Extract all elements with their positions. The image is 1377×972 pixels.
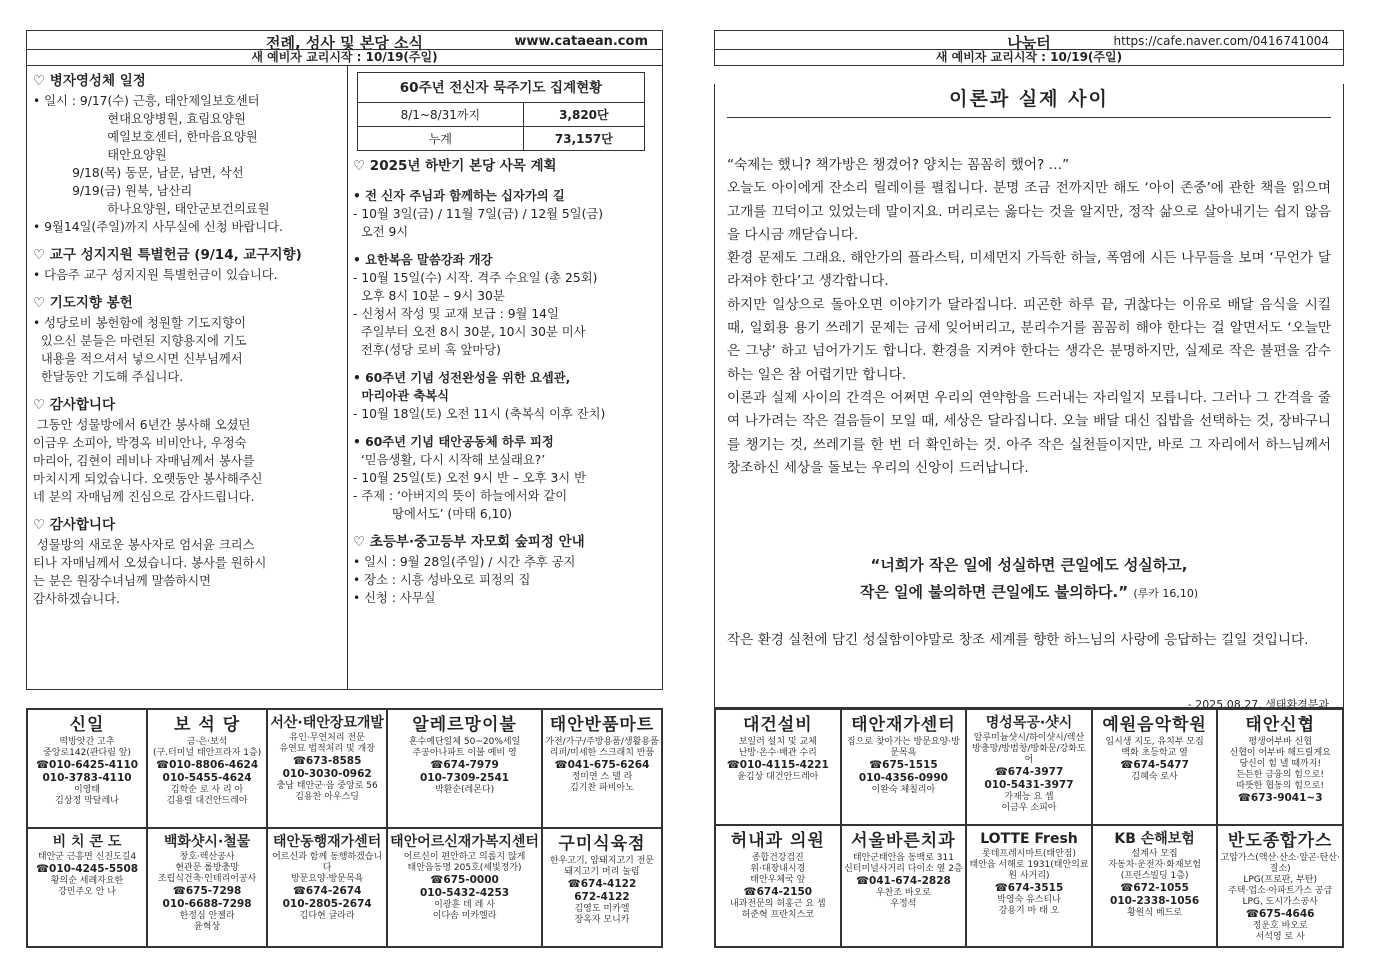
text-line: 예일보호센터, 한마음요양원 [33, 130, 258, 144]
plan-item-head: • 전 신자 주님과 함께하는 십자가의 길 [353, 189, 565, 203]
ad-line: 강용기 마 태 오 [998, 906, 1060, 916]
ad-line: 010-4356-0990 [858, 772, 948, 784]
ad-line: ☎674-2674 [292, 885, 362, 897]
column-divider [347, 66, 348, 689]
ad-subtitle: 종합건강검진 [751, 853, 804, 863]
ad-line: 010-6688-7298 [162, 898, 252, 910]
right-body [714, 84, 1344, 711]
left-title: 전례, 성사 및 본당 소식 [266, 34, 423, 52]
thanks-section-1 [33, 396, 343, 506]
ad-line: 우찬조 바오로 [875, 888, 931, 898]
ad-line: 김용찬 아우스딩 [295, 792, 359, 802]
ad-name: 명성목공·샷시 [985, 715, 1073, 731]
text-line: - 10월 3일(금) / 11월 7일(금) / 12월 5일(금) [353, 207, 604, 221]
ad-line: 태안읍동명 205호(세빛정가) [407, 863, 522, 873]
ad-name: 신일 [69, 715, 105, 735]
ad-line: 태안군 근흥면 신진도길4 [37, 852, 137, 862]
ad-line: 한정심 안젤라 [179, 911, 235, 921]
ad-line: ☎675-1515 [869, 759, 938, 771]
text-line: - 10월 15일(수) 시작. 격주 수요일 (총 25회) [353, 271, 598, 285]
ad-box [387, 709, 542, 828]
ad-line: 든든한 금융의 힘으로! [1236, 770, 1324, 780]
essay-paragraph: 오늘도 아이에게 잔소리 릴레이를 펼칩니다. 분명 조금 전까지만 해도 ‘아이 존중’에 관한 책을 읽으며 고개를 끄덕이고 있었는데 말이지요. 머리로는 옳다는 것을 알지만, 정작 삶으로 살아내기는 쉽지 않음을 다시금 깨닫습니다. [727, 180, 1331, 243]
left-body [26, 66, 663, 690]
ad-subtitle: 롯데프레시마트(태안점) [982, 849, 1076, 859]
ad-box [1217, 709, 1343, 825]
ad-box [1217, 825, 1343, 947]
right-page [714, 30, 1344, 711]
ad-box [387, 828, 542, 947]
text-line: - 10월 18일(토) 오전 11시 (축복식 이후 잔치) [353, 407, 606, 421]
ad-line: 김다현 글라라 [299, 911, 355, 921]
ad-box [1092, 825, 1218, 947]
ad-line: 돼지고기 머리 눌림 [564, 867, 640, 877]
plan-item-head: • 60주년 기념 태안공동체 하루 피정 [353, 435, 554, 449]
ad-line: 김혜숙 로사 [1131, 772, 1178, 782]
right-title: 나눔터 [1007, 34, 1051, 52]
text-line: 이금우 소피아, 박경옥 비비안나, 우정숙 [33, 436, 247, 450]
ad-line: 010-5432-4253 [420, 887, 510, 899]
ad-line: ☎675-4646 [1245, 908, 1315, 920]
essay-paragraph: 환경 문제도 그래요. 해안가의 플라스틱, 미세먼지 가득한 하늘, 폭염에 시든 나무들을 보며 ‘무언가 달라져야 한다’고 생각합니다. [727, 250, 1331, 290]
ad-subtitle: 입시생 지도, 유치부 모집 [1105, 737, 1204, 747]
right-url[interactable]: https://cafe.naver.com/0416741004 [1113, 34, 1329, 48]
ad-line: 장옥자 모니카 [574, 915, 630, 925]
prayer-intention-section [33, 294, 343, 386]
ad-line: ☎674-2150 [743, 886, 813, 898]
ad-line: 010-3783-4110 [42, 772, 132, 784]
ad-subtitle: 금·은·보석 [186, 737, 228, 747]
ad-box [267, 709, 387, 828]
ad-line: 강민주오 안 나 [58, 887, 116, 897]
ad-box [841, 709, 967, 825]
text-line: 감사하겠습니다. [33, 592, 121, 606]
ad-line: ☎673-8585 [292, 755, 362, 767]
ad-box [1092, 709, 1218, 825]
ad-name: LOTTE Fresh [980, 831, 1078, 847]
ad-line: ☎041-674-2828 [855, 875, 951, 887]
text-line: 9/18(목) 동문, 남문, 남면, 삭선 [33, 166, 244, 180]
left-header [26, 30, 663, 50]
ad-line: 중앙로142(판다림 앞) [43, 748, 131, 758]
sick-communion-section [33, 72, 343, 236]
pastoral-plan-section [353, 157, 653, 523]
text-line: • 신청 : 사무실 [353, 591, 436, 605]
text-line: 마리아, 김현이 레비나 자매님께서 봉사를 [33, 454, 255, 468]
section-title: ♡ 초등부·중고등부 자모회 숲피정 안내 [353, 534, 585, 550]
ad-line: ☎010-6425-4110 [35, 759, 139, 771]
ad-name: 서산·태안장묘개발 [270, 715, 384, 731]
essay-title: 이론과 실제 사이 [727, 84, 1331, 118]
text-line: 그동안 성물방에서 6년간 봉사해 오셨던 [33, 418, 251, 432]
ad-line: 이광훈 데 레 사 [434, 900, 495, 910]
retreat-section [353, 533, 653, 607]
text-line: • 일시 : 9/17(수) 근흥, 태안제일보호센터 [33, 94, 260, 108]
ad-line: 가재능 요 셉 [1004, 792, 1054, 802]
ad-line: 010-2338-1056 [1110, 895, 1200, 907]
holyland-offering-section [33, 246, 343, 284]
ad-line: 따뜻한 협동의 힘으로! [1236, 781, 1324, 791]
ad-name: 백화샷시·철물 [163, 834, 251, 850]
text-line: 네 분의 자매님께 진심으로 감사드립니다. [33, 490, 255, 504]
ad-line: 리퍼/미세한 스크래치 반품 [549, 748, 655, 758]
text-line: • 성당로비 봉헌함에 청원할 기도지향이 [33, 316, 246, 330]
ad-line: ☎674-7979 [430, 759, 499, 771]
section-title: ♡ 감사합니다 [33, 517, 116, 533]
ad-line: 방충망/방범창/방화문/강화도어 [972, 744, 1086, 765]
ad-line: 유연묘 법적처리 및 개장 [279, 744, 375, 754]
thanks-section-2 [33, 516, 343, 608]
section-title: ♡ 교구 성지지원 특별헌금 (9/14, 교구지향) [33, 247, 302, 263]
tally-label: 누계 [358, 127, 524, 151]
ad-line: 태안읍 서해로 1931(태안의료원 사거리) [969, 860, 1089, 881]
ad-subtitle: 어르신과 함께 동행하겠습니다 [272, 852, 383, 873]
ad-line: 이완숙 체칠리아 [871, 785, 936, 795]
ad-box [542, 828, 662, 947]
text-line: • 9월14일(주일)까지 사무실에 신청 바랍니다. [33, 220, 283, 234]
ad-line: 허준혁 프란치스코 [741, 910, 814, 920]
ad-line: (구.터미널 태안프라자 1층) [152, 748, 262, 758]
ad-name: 서울바른치과 [851, 831, 956, 851]
ad-line: ☎674-3515 [994, 882, 1064, 894]
ad-line: 010-3030-0962 [282, 768, 372, 780]
ad-line: 주택·업소·아파트가스 공급 [1228, 886, 1333, 896]
text-line: 전후(성당 로비 혹 앞마당) [353, 343, 501, 357]
ad-box [267, 828, 387, 947]
ad-box [542, 709, 662, 828]
text-line: 있으신 분들은 마련된 지향용지에 기도 [33, 334, 247, 348]
ad-line: 박영숙 유스티나 [997, 895, 1061, 905]
tally-label: 8/1~8/31까지 [358, 103, 524, 127]
ad-subtitle: 고압가스(액산·산소·알곤·탄산·질소) [1220, 853, 1340, 874]
text-line: 티나 자매님께서 오셨습니다. 봉사를 원하시 [33, 556, 267, 570]
section-title: ♡ 2025년 하반기 본당 사목 계획 [353, 158, 557, 174]
ad-name: 알레르망이불 [412, 715, 517, 735]
ad-name: 예원음악학원 [1102, 715, 1207, 735]
ad-line: 박환순(레몬다) [434, 785, 495, 795]
ad-name: 허내과 의원 [730, 831, 825, 851]
ad-name: 반도종합가스 [1227, 831, 1333, 851]
ad-line: 황원식 베드로 [1127, 908, 1183, 918]
text-line: - 주제 : ‘아버지의 뜻이 하늘에서와 같이 [353, 489, 568, 503]
text-line: 주일부터 오전 8시 30분, 10시 30분 미사 [353, 325, 586, 339]
ad-line: 672-4122 [574, 891, 630, 903]
ad-subtitle: 보일러 설치 및 교체 [738, 737, 817, 747]
essay-closing: 작은 환경 실천에 담긴 성실함이야말로 창조 세계를 향한 하느님의 사랑에 응답하는 길일 것입니다. [727, 632, 1309, 648]
text-line: • 일시 : 9월 28일(주일) / 시간 추후 공지 [353, 555, 576, 569]
ad-line: 정운호 바오로 [1252, 921, 1308, 931]
ad-line: 정미연 스 텔 라 [571, 772, 633, 782]
ad-line: ☎675-7298 [172, 885, 242, 897]
ad-name: 비 치 콘 도 [52, 834, 122, 850]
text-line: 는 분은 원장수녀님께 말씀하시면 [33, 574, 212, 588]
ad-subtitle: 유인·무연처리 전문 [289, 733, 365, 743]
ad-line: LPG, 도시가스공사 [1242, 897, 1318, 907]
ad-box [27, 828, 147, 947]
ad-line: 서석영 로 사 [1255, 932, 1305, 942]
section-title: ♡ 기도지향 봉헌 [33, 295, 133, 311]
tally-value: 73,157단 [523, 127, 644, 151]
essay-paragraph: 하지만 일상으로 돌아오면 이야기가 달라집니다. 피곤한 하루 끝, 귀찮다는 이유로 배달 음식을 시킬 때, 일회용 용기 쓰레기 문제는 금세 잊어버리고, 분리수거를 꼼꼼히 해야 한다는 걸 알면서도 ‘오늘만은 그냥’ 하고 넘어가기도 합니다. 환경을 지켜야 한다는 생각은 분명하지만, 실제로 작은 불편을 감수하는 일은 참 어렵기만 합니다. [727, 296, 1331, 383]
ad-line: 백화 초등학교 옆 [1121, 748, 1188, 758]
text-line: 내용을 적으셔서 넣으시면 신부님께서 [33, 352, 243, 366]
ad-line: ☎673-9041~3 [1237, 792, 1323, 804]
ad-name: 태안어르신재가복지센터 [390, 834, 539, 850]
text-line: - 10월 25일(토) 오전 9시 반 – 오후 3시 반 [353, 471, 586, 485]
ad-line: ☎674-4122 [567, 878, 637, 890]
ad-line: 이영태 [73, 785, 101, 795]
ad-name: 대건설비 [742, 715, 813, 735]
ad-line: 김기찬 파비아노 [570, 783, 634, 793]
ad-line: 방문요양·방문목욕 [290, 874, 364, 884]
ad-name: 태안동행재가센터 [273, 834, 382, 850]
ad-line: 주공아나파트 이불 예비 영 [412, 748, 517, 758]
ad-line: 내과전문의 허홍근 요 셉 [730, 899, 826, 909]
ad-box [715, 825, 841, 947]
ad-line: 신터미널사거리 다이소 옆 2층 [844, 864, 963, 874]
left-subtitle: 새 예비자 교리시작 : 10/19(주일) [26, 50, 663, 66]
ad-line: 010-5431-3977 [984, 779, 1074, 791]
ad-line: 신협이 어부바 해드릴게요 [1229, 748, 1331, 758]
ad-line: 윤혁상 [194, 922, 221, 932]
text-line: - 신청서 작성 및 교재 보급 : 9월 14일 [353, 307, 559, 321]
text-line: • 다음주 교구 성지지원 특별헌금이 있습니다. [33, 268, 278, 282]
text-line: 9/19(금) 원북, 남산리 [33, 184, 193, 198]
text-line: 땅에서도’ (마태 6,10) [353, 507, 513, 521]
ad-subtitle: 한우고기, 암돼지고기 전문 [549, 856, 655, 866]
text-line: 성물방의 새로운 봉사자로 엄서윤 크리스 [33, 538, 255, 552]
ad-box [841, 825, 967, 947]
ad-line: 현관문 롤방충망 [175, 863, 239, 873]
ad-line: 난방·온수·배관 수리 [738, 748, 817, 758]
essay-body [727, 154, 1331, 480]
right-header [714, 30, 1344, 50]
section-title: ♡ 감사합니다 [33, 397, 116, 413]
text-line: 마치시게 되었습니다. 오랫동안 봉사해주신 [33, 472, 263, 486]
ads-grid-right [714, 708, 1344, 948]
text-line: 오전 9시 [353, 225, 409, 239]
text-line: ‘믿음생활, 다시 시작해 보실래요?’ [353, 453, 546, 467]
ad-line: 충남 태안군·읍 중앙로 56 [276, 781, 378, 791]
ad-subtitle: 혼수예단일체 50~20%세일 [408, 737, 521, 747]
ad-name: 태안반품마트 [549, 715, 655, 735]
ad-line: ☎674-5477 [1120, 759, 1189, 771]
essay-paragraph: “숙제는 했니? 책가방은 챙겼어? 양치는 꼼꼼히 했어? …” [727, 157, 1070, 173]
ads-left [26, 708, 663, 948]
ad-box [966, 709, 1092, 825]
ad-line: 태안우체국 앞 [750, 875, 806, 885]
ad-line: 김학순 로 사 리 아 [170, 785, 244, 795]
ad-line: ☎672-1055 [1120, 882, 1189, 894]
essay-paragraph: 이론과 실제 사이의 간격은 어쩌면 우리의 연약함을 드러내는 자리일지 모릅니다. 그러나 그 간격을 줄여 나가려는 작은 걸음들이 모일 때, 세상은 달라집니다. 오늘 배달 대신 집밥을 선택하는 것, 장바구니를 챙기는 것, 쓰레기를 한 번 더 확인하는 것. 아주 작은 실천들이지만, 바로 그 자리에서 하느님께서 창조하신 세상을 돌보는 우리의 신앙이 드러납니다. [727, 389, 1331, 476]
ad-line: 당신이 힘 낼 때까지! [1239, 759, 1322, 769]
ad-line: 010-5455-4624 [162, 772, 252, 784]
ad-subtitle: 집으로 찾아가는 방문요양·방문목욕 [846, 737, 960, 758]
ad-box [27, 709, 147, 828]
ad-name: 구미식육점 [558, 834, 646, 854]
ad-line: LPG(프로판, 부탄) [1243, 875, 1317, 885]
ad-subtitle: 가전/가구/주방용품/생활용품 [545, 737, 659, 747]
ad-line: ☎675-0000 [430, 874, 499, 886]
tally-value: 3,820단 [523, 103, 644, 127]
ad-line: (프린스빌딩 1층) [1120, 871, 1189, 881]
text-line: 오후 8시 10분 – 9시 30분 [353, 289, 505, 303]
left-column-a [33, 72, 343, 618]
ad-line: 윤김상 대건안드레아 [737, 772, 819, 782]
text-line: 한달동안 기도해 주십니다. [33, 370, 184, 384]
ad-line: ☎674-3977 [994, 766, 1064, 778]
ad-name: 태안재가센터 [851, 715, 956, 735]
ad-line: 이다솜 미카엘라 [432, 911, 497, 921]
ad-line: 김용렬 대건안드레아 [166, 796, 248, 806]
ad-box [966, 825, 1092, 947]
ads-grid-left [26, 708, 663, 948]
ad-line: ☎010-8806-4624 [155, 759, 259, 771]
left-column-b [353, 72, 653, 617]
ad-line: 자동차·운전자·화재보험 [1108, 860, 1201, 870]
text-line: • 장소 : 시흥 성바오로 피정의 집 [353, 573, 531, 587]
ad-subtitle: 창호·렉산공사 [179, 852, 235, 862]
right-subtitle: 새 예비자 교리시작 : 10/19(주일) [714, 50, 1344, 66]
section-title: ♡ 병자영성체 일정 [33, 73, 146, 89]
ad-line: 010-7309-2541 [420, 772, 510, 784]
ad-line: 조립식건축·인테리어공사 [157, 874, 257, 884]
left-url[interactable]: www.cataean.com [514, 34, 648, 49]
text-line: 하나요양원, 태안군보건의료원 [33, 202, 270, 216]
ad-line: 이금우 소피아 [1001, 803, 1057, 813]
ad-name: 태안신협 [1245, 715, 1316, 735]
ad-name: 보 석 당 [174, 715, 241, 735]
quote-line: 작은 일에 불의하면 큰일에도 불의하다.” [859, 583, 1129, 601]
ad-line: ☎041-675-6264 [554, 759, 650, 771]
ad-subtitle: 어르신이 편안하고 의롭지 않게 [403, 852, 526, 862]
essay-signature: - 2025.08.27. 생태환경분과 [1187, 698, 1329, 711]
quote-reference: (루카 16,10) [1133, 587, 1199, 600]
ad-box [147, 709, 267, 828]
ad-line: 김영도 미카엘 [574, 904, 630, 914]
ad-box [147, 828, 267, 947]
ad-line: 010-2805-2674 [282, 898, 372, 910]
ad-subtitle: 알루미늄샷시/하이샷시/렉산 [973, 733, 1085, 743]
ads-right [714, 708, 1344, 948]
ad-line: ☎010-4245-5508 [35, 863, 139, 875]
ad-subtitle: 평생어부바 신협 [1248, 737, 1313, 747]
ad-line: 우정석 [890, 899, 917, 909]
ad-box [715, 709, 841, 825]
ad-line: 황의순 세례자요한 [50, 876, 124, 886]
ad-line: 위·대장내시경 [750, 864, 806, 874]
quote-line: “너희가 작은 일에 성실하면 큰일에도 성실하고, [870, 556, 1188, 574]
ad-name: KB 손해보험 [1114, 831, 1195, 847]
plan-item-head: 마리아관 축복식 [353, 389, 449, 403]
rosary-tally-table [357, 72, 645, 151]
text-line: 현대요양병원, 효림요양원 [33, 112, 246, 126]
plan-item-head: • 요한복음 말씀강좌 개강 [353, 253, 493, 267]
ad-line: 김상정 막달레나 [55, 796, 119, 806]
tally-title: 60주년 전신자 묵주기도 집계현황 [358, 73, 645, 103]
scripture-quote [715, 552, 1343, 607]
ad-subtitle: 설계사 모집 [1131, 849, 1178, 859]
ad-subtitle: 태안군태안읍 동백로 311 [852, 853, 954, 863]
plan-item-head: • 60주년 기념 성전완성을 위한 요셉관, [353, 371, 571, 385]
ad-subtitle: 떡방앗간 고추 [59, 737, 115, 747]
left-page [26, 30, 663, 690]
text-line: 태안요양원 [33, 148, 167, 162]
ad-line: ☎010-4115-4221 [726, 759, 829, 771]
